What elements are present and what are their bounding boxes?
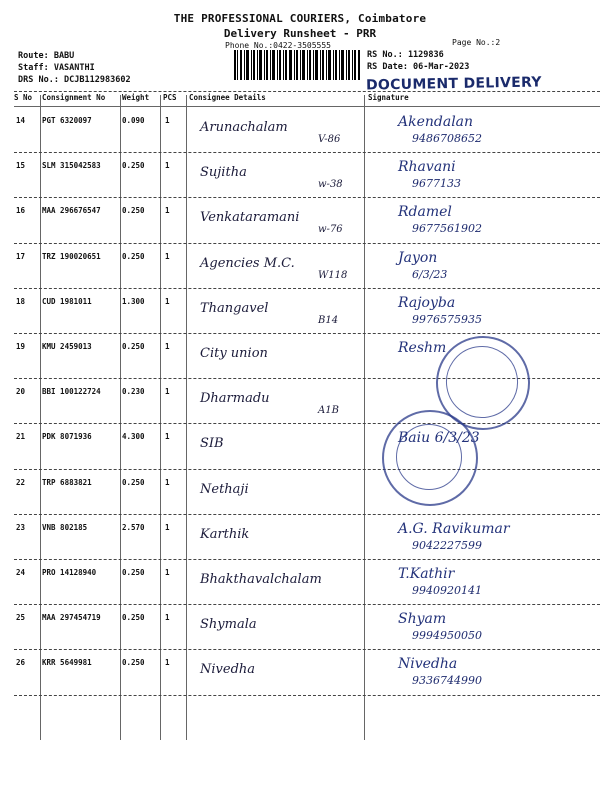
row-separator [14, 288, 600, 289]
rs-number: RS No.: 1129836 [367, 50, 444, 60]
row-pcs: 1 [165, 432, 170, 442]
row-signature-phone: 9940920141 [412, 584, 482, 597]
row-consignee-handwriting: Sujitha [200, 165, 247, 181]
row-consignment-no: PRO 14128940 [42, 568, 97, 577]
row-consignment-no: VNB 802185 [42, 522, 88, 532]
row-pcs: 1 [165, 568, 170, 577]
column-divider [120, 95, 121, 740]
row-consignment-no: SLM 315042583 [42, 161, 101, 171]
row-sno: 26 [16, 658, 26, 668]
row-sno: 15 [16, 161, 26, 171]
row-signature: Rhavani [398, 159, 456, 176]
staff-label: Staff: VASANTHI [18, 63, 95, 73]
row-signature: T.Kathir [398, 566, 455, 582]
row-pcs: 1 [165, 613, 170, 623]
row-pcs: 1 [165, 296, 170, 306]
row-consignee-handwriting: Dharmadu [200, 391, 270, 407]
header-bottom-rule [14, 106, 600, 107]
row-weight: 0.250 [122, 161, 145, 171]
company-title: THE PROFESSIONAL COURIERS, Coimbatore [173, 12, 427, 25]
row-pcs: 1 [165, 342, 170, 351]
row-consignment-no: MAA 297454719 [42, 613, 101, 623]
row-signature: Rdamel [398, 204, 452, 221]
row-consignment-no: PGT 6320097 [42, 116, 92, 125]
row-sno: 25 [16, 613, 26, 623]
route-label: Route: BABU [18, 51, 75, 61]
row-weight: 0.230 [122, 387, 145, 397]
row-consignee-note: B14 [318, 314, 339, 326]
row-signature: A.G. Ravikumar [398, 520, 510, 537]
row-consignee-note: V-86 [318, 134, 341, 145]
row-signature: Rajoyba [398, 294, 456, 311]
row-consignee-handwriting: Arunachalam [200, 120, 288, 135]
row-separator [14, 649, 600, 650]
row-pcs: 1 [165, 116, 170, 125]
row-weight: 0.250 [122, 658, 145, 668]
row-weight: 0.250 [122, 568, 145, 577]
row-consignment-no: KRR 5649981 [42, 658, 92, 668]
row-sno: 23 [16, 522, 26, 532]
row-signature: Reshm [398, 340, 447, 356]
row-sno: 17 [16, 251, 26, 261]
row-consignee-note: w-76 [318, 224, 343, 236]
row-separator [14, 514, 600, 515]
row-separator [14, 604, 600, 605]
col-header-consignment: Consignment No [42, 93, 106, 102]
row-weight: 1.300 [122, 296, 145, 306]
row-weight: 0.250 [122, 251, 145, 261]
row-signature-phone: 9336744990 [412, 674, 482, 688]
row-weight: 0.250 [122, 477, 145, 487]
row-pcs: 1 [165, 161, 170, 171]
phone-number: Phone No.:0422-3505555 [225, 41, 331, 50]
column-divider [364, 95, 365, 740]
row-signature-phone: 9994950050 [412, 629, 482, 643]
row-separator [14, 695, 600, 696]
row-consignee-handwriting: Karthik [200, 526, 250, 542]
row-pcs: 1 [165, 206, 170, 216]
row-pcs: 1 [165, 658, 170, 668]
row-signature-phone: 9486708652 [412, 132, 482, 145]
row-signature: Nivedha [398, 656, 458, 673]
document-title: Delivery Runsheet - PRR [223, 27, 377, 40]
row-pcs: 1 [165, 251, 170, 261]
row-pcs: 1 [165, 522, 170, 532]
row-sno: 16 [16, 206, 26, 216]
row-pcs: 1 [165, 477, 170, 487]
row-sno: 20 [16, 387, 26, 397]
header-top-rule [14, 91, 600, 92]
row-consignee-handwriting: Venkataramani [200, 210, 300, 226]
row-weight: 0.250 [122, 206, 145, 216]
row-consignee-handwriting: Agencies M.C. [200, 255, 295, 271]
row-sno: 21 [16, 432, 26, 442]
page-number: Page No.:2 [452, 38, 501, 47]
col-header-consignee: Consignee Details [189, 93, 266, 102]
row-consignee-note: w-38 [318, 179, 343, 191]
row-consignee-note: A1B [318, 405, 339, 417]
row-pcs: 1 [165, 387, 170, 397]
row-separator [14, 423, 600, 424]
row-consignment-no: KMU 2459013 [42, 342, 92, 351]
row-consignment-no: BBI 100122724 [42, 387, 101, 397]
row-signature: Jayon [398, 249, 438, 266]
row-sno: 24 [16, 568, 26, 577]
row-consignee-note: W118 [318, 269, 348, 281]
row-consignee-handwriting: Bhakthavalchalam [200, 572, 322, 587]
row-signature-phone: 6/3/23 [412, 267, 448, 281]
row-sno: 14 [16, 116, 26, 125]
row-separator [14, 469, 600, 470]
row-consignee-handwriting: Nivedha [200, 662, 256, 678]
row-weight: 4.300 [122, 432, 145, 442]
row-signature: Shyam [398, 611, 447, 628]
row-consignee-handwriting: Nethaji [200, 481, 249, 497]
row-sno: 18 [16, 296, 26, 306]
row-sno: 19 [16, 342, 26, 351]
barcode [234, 50, 360, 80]
row-weight: 0.250 [122, 613, 145, 623]
row-signature: Baiu 6/3/23 [398, 430, 480, 447]
row-separator [14, 197, 600, 198]
row-consignment-no: CUD 1981011 [42, 296, 92, 306]
row-separator [14, 333, 600, 334]
row-separator [14, 243, 600, 244]
col-header-sno: S No [14, 93, 33, 102]
row-signature-phone: 9677561902 [412, 222, 482, 236]
row-separator [14, 152, 600, 153]
col-header-pcs: PCS [163, 93, 177, 102]
row-weight: 0.250 [122, 342, 145, 351]
column-divider [186, 95, 187, 740]
row-consignee-handwriting: City union [200, 346, 268, 361]
col-header-weight: Weight [122, 93, 150, 102]
row-consignment-no: TRP 6883821 [42, 477, 92, 487]
rs-date: RS Date: 06-Mar-2023 [367, 62, 470, 72]
col-header-signature: Signature [368, 93, 409, 102]
row-consignee-handwriting: Thangavel [200, 300, 269, 316]
row-signature: Akendalan [398, 114, 474, 130]
row-consignee-handwriting: Shymala [200, 617, 257, 633]
row-signature-phone: 9976575935 [412, 312, 482, 326]
row-weight: 2.570 [122, 522, 145, 532]
row-signature-phone: 9042227599 [412, 538, 482, 552]
row-consignment-no: TRZ 190020651 [42, 251, 101, 261]
column-divider [160, 95, 161, 740]
row-signature-phone: 9677133 [412, 177, 461, 191]
row-consignment-no: MAA 296676547 [42, 206, 101, 216]
row-weight: 0.090 [122, 116, 145, 125]
branch-seal-inner [396, 424, 462, 490]
document-delivery-stamp: DOCUMENT DELIVERY [365, 74, 542, 94]
row-sno: 22 [16, 477, 26, 487]
drs-number: DRS No.: DCJB112983602 [18, 75, 131, 85]
column-divider [40, 95, 41, 740]
row-consignee-handwriting: SIB [200, 436, 224, 452]
row-separator [14, 559, 600, 560]
row-consignment-no: PDK 8071936 [42, 432, 92, 442]
